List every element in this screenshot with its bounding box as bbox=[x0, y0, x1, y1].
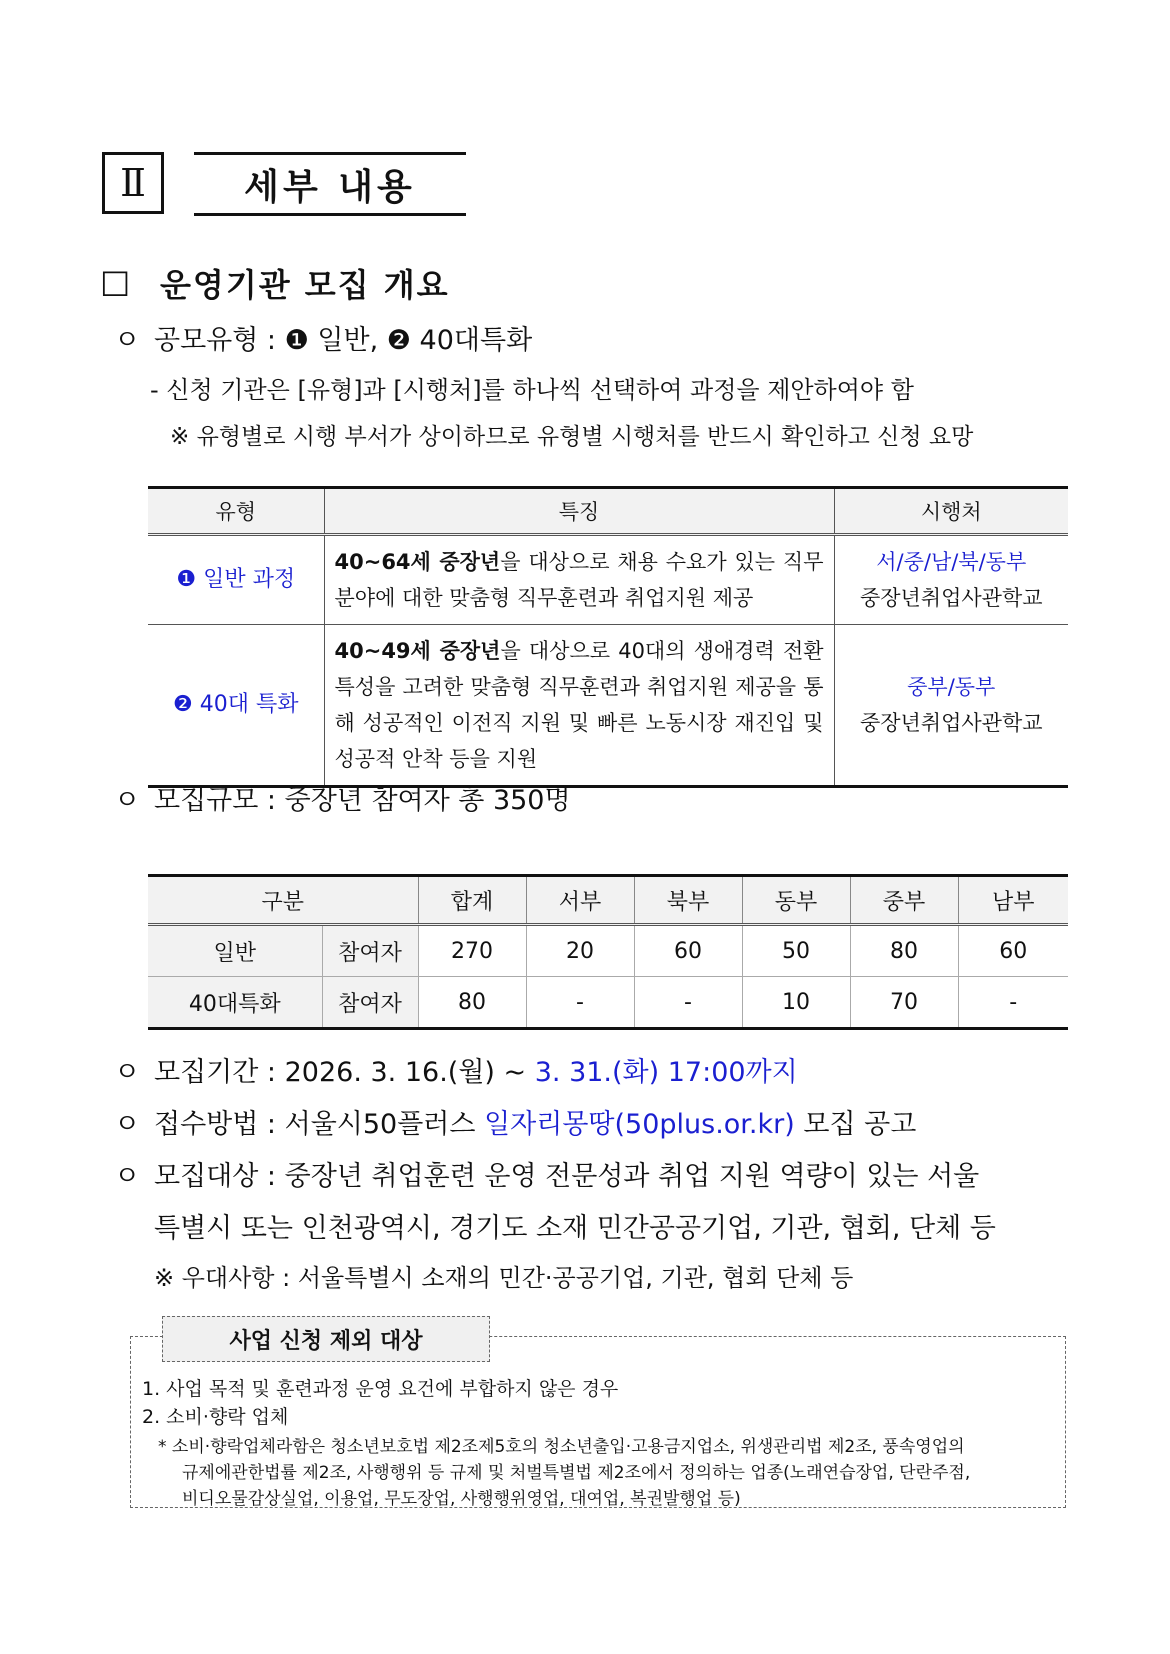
period-label: 모집기간 bbox=[154, 1057, 259, 1088]
feature-bold: 40~64세 중장년 bbox=[334, 550, 501, 574]
header-cell: 시행처 bbox=[834, 488, 1068, 535]
type-label: 공모유형 bbox=[154, 325, 259, 356]
bullet-icon: ㅇ bbox=[114, 785, 141, 816]
org-name: 중장년취업사관학교 bbox=[859, 711, 1043, 735]
header-cell: 구분 bbox=[148, 876, 418, 925]
value-cell: 60 bbox=[634, 925, 742, 977]
value-cell: 50 bbox=[742, 925, 850, 977]
org-branches: 서/중/남/북/동부 bbox=[876, 550, 1027, 574]
scale-value: 중장년 참여자 총 350명 bbox=[284, 785, 571, 816]
org-cell bbox=[834, 625, 1068, 787]
value-cell: 70 bbox=[850, 977, 958, 1029]
type-note-1: - 신청 기관은 [유형]과 [시행처]를 하나씩 선택하여 과정을 제안하여야 함 bbox=[150, 376, 914, 404]
org-cell bbox=[834, 535, 1068, 625]
scale-bullet bbox=[114, 778, 571, 817]
exclusion-item-1: 1. 사업 목적 및 훈련과정 운영 요건에 부합하지 않은 경우 bbox=[142, 1378, 619, 1400]
value-cell: - bbox=[958, 977, 1068, 1029]
org-name: 중장년취업사관학교 bbox=[859, 586, 1043, 610]
method-link[interactable]: 일자리몽땅(50plus.or.kr) bbox=[484, 1109, 795, 1140]
type-table-header bbox=[148, 488, 1068, 535]
value-cell: 60 bbox=[958, 925, 1068, 977]
bullet-icon: ㅇ bbox=[114, 1057, 141, 1088]
type-cell: ❷ 40대 특화 bbox=[148, 625, 324, 787]
target-note: ※ 우대사항 : 서울특별시 소재의 민간·공공기업, 기관, 협회 단체 등 bbox=[154, 1264, 854, 1292]
period-bullet bbox=[114, 1050, 798, 1089]
header-cell: 합계 bbox=[418, 876, 526, 925]
header-cell: 유형 bbox=[148, 488, 324, 535]
category-cell: 일반 bbox=[148, 925, 322, 977]
value-cell: 270 bbox=[418, 925, 526, 977]
bullet-icon: ㅇ bbox=[114, 1109, 141, 1140]
exclusion-note-1: * 소비·향락업체라함은 청소년보호법 제2조제5호의 청소년출입·고용금지업소, 위생관리법 제2조, 풍속영업의 bbox=[158, 1437, 965, 1457]
bullet-icon: ㅇ bbox=[114, 325, 141, 356]
feature-bold: 40~49세 중장년 bbox=[334, 639, 501, 663]
org-branches: 중부/동부 bbox=[907, 675, 996, 699]
period-sep: : bbox=[266, 1057, 277, 1088]
value-cell: 10 bbox=[742, 977, 850, 1029]
feature-text: 을 대상으로 40대의 생애경력 전환 특성을 고려한 맞춤형 직무훈련과 취업지원 제공을 통해 성공적인 이전직 지원 및 빠른 노동시장 재진입 및 성공적 안착 등을 지원 bbox=[334, 639, 824, 771]
header-cell: 서부 bbox=[526, 876, 634, 925]
scale-table bbox=[148, 874, 1068, 1030]
type-table bbox=[148, 486, 1068, 788]
exclusion-item-2: 2. 소비·향락 업체 bbox=[142, 1406, 289, 1428]
target-line-1: 중장년 취업훈련 운영 전문성과 취업 지원 역량이 있는 서울 bbox=[284, 1161, 980, 1192]
type-value-2: ❷ 40대특화 bbox=[386, 325, 533, 356]
method-suffix: 모집 공고 bbox=[803, 1109, 917, 1140]
table-row bbox=[148, 977, 1068, 1029]
table-row bbox=[148, 625, 1068, 787]
value-cell: 80 bbox=[850, 925, 958, 977]
section-title: 세부 내용 bbox=[194, 152, 466, 216]
method-bullet bbox=[114, 1102, 916, 1141]
type-sep: : bbox=[266, 325, 277, 356]
period-start: 2026. 3. 16.(월) ~ bbox=[284, 1057, 527, 1088]
sub-cell: 참여자 bbox=[322, 977, 418, 1029]
header-cell: 북부 bbox=[634, 876, 742, 925]
value-cell: 20 bbox=[526, 925, 634, 977]
section-number: Ⅱ bbox=[102, 152, 164, 214]
target-label: 모집대상 bbox=[154, 1161, 259, 1192]
exclusion-title: 사업 신청 제외 대상 bbox=[162, 1316, 490, 1362]
table-row bbox=[148, 535, 1068, 625]
feature-text: 을 대상으로 채용 수요가 있는 직무 분야에 대한 맞춤형 직무훈련과 취업지원 제공 bbox=[334, 550, 824, 610]
scale-label: 모집규모 bbox=[154, 785, 259, 816]
category-cell: 40대특화 bbox=[148, 977, 322, 1029]
bullet-icon: ㅇ bbox=[114, 1161, 141, 1192]
exclusion-note-2: 규제에관한법률 제2조, 사행행위 등 규제 및 처벌특별법 제2조에서 정의하는 업종(노래연습장업, 단란주점, bbox=[182, 1463, 971, 1483]
value-cell: 80 bbox=[418, 977, 526, 1029]
header-cell: 동부 bbox=[742, 876, 850, 925]
value-cell: - bbox=[526, 977, 634, 1029]
type-value-1: ❶ 일반, bbox=[284, 325, 379, 356]
exclusion-note-3: 비디오물감상실업, 이용업, 무도장업, 사행행위영업, 대여업, 복권발행업 등) bbox=[182, 1489, 741, 1509]
table-row bbox=[148, 925, 1068, 977]
sub-cell: 참여자 bbox=[322, 925, 418, 977]
scale-table-header bbox=[148, 876, 1068, 925]
header-cell: 남부 bbox=[958, 876, 1068, 925]
type-cell: ❶ 일반 과정 bbox=[148, 535, 324, 625]
method-sep: : bbox=[266, 1109, 277, 1140]
method-prefix: 서울시50플러스 bbox=[284, 1109, 476, 1140]
period-end: 3. 31.(화) 17:00까지 bbox=[534, 1057, 798, 1088]
target-line-2: 특별시 또는 인천광역시, 경기도 소재 민간공공기업, 기관, 협회, 단체 등 bbox=[154, 1213, 996, 1244]
target-bullet bbox=[114, 1154, 979, 1193]
type-note-2: ※ 유형별로 시행 부서가 상이하므로 유형별 시행처를 반드시 확인하고 신청 요망 bbox=[170, 424, 974, 450]
heading-title: 운영기관 모집 개요 bbox=[160, 266, 450, 304]
heading-box-icon: □ bbox=[100, 262, 133, 300]
value-cell: - bbox=[634, 977, 742, 1029]
feature-cell bbox=[324, 535, 834, 625]
scale-sep: : bbox=[266, 785, 277, 816]
header-cell: 중부 bbox=[850, 876, 958, 925]
feature-cell bbox=[324, 625, 834, 787]
method-label: 접수방법 bbox=[154, 1109, 259, 1140]
header-cell: 특징 bbox=[324, 488, 834, 535]
type-bullet bbox=[114, 318, 532, 357]
target-sep: : bbox=[266, 1161, 277, 1192]
